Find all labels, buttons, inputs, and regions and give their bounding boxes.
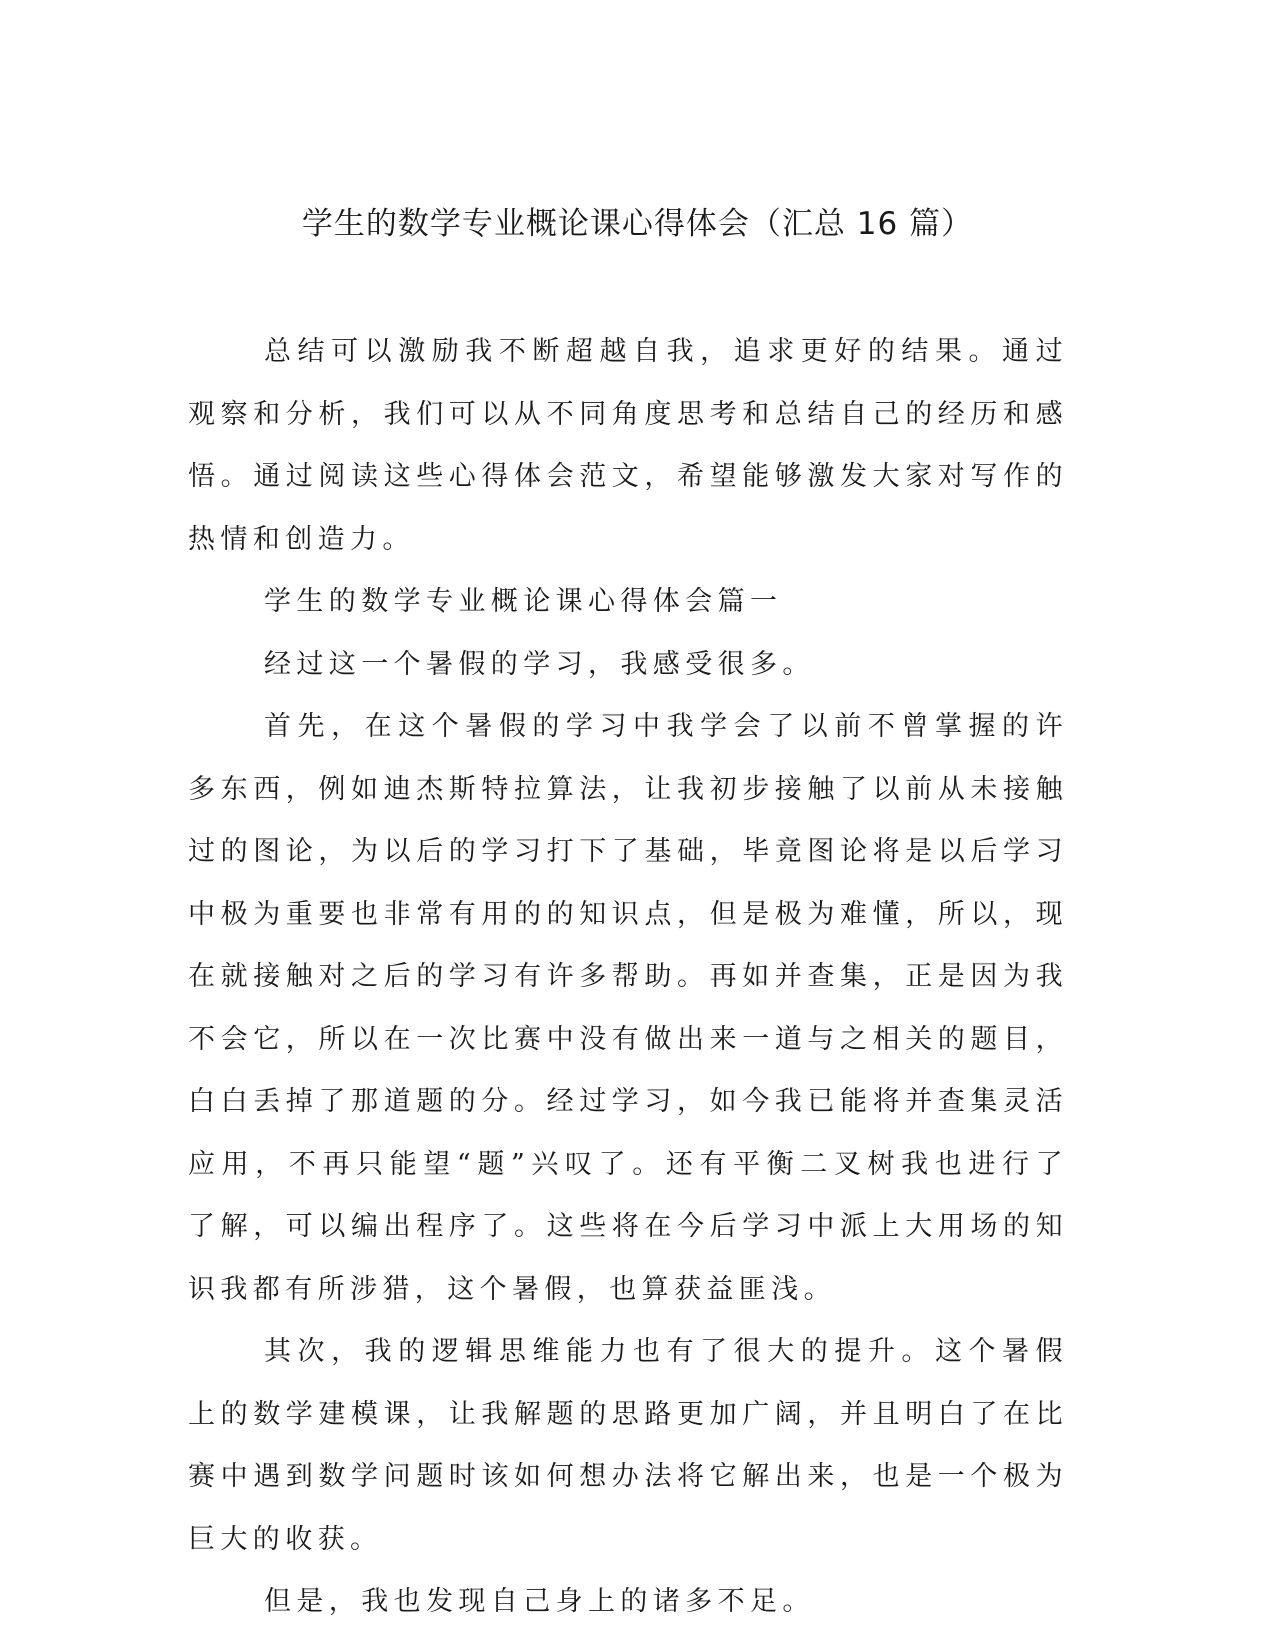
intro-paragraph: 总结可以激励我不断超越自我，追求更好的结果。通过观察和分析，我们可以从不同角度思考和总结自己的经历和感悟。通过阅读这些心得体会范文，希望能够激发大家对写作的热情和创造力。 [188, 336, 1068, 555]
section-heading: 学生的数学专业概论课心得体会篇一 [264, 586, 783, 617]
body-paragraph: 首先，在这个暑假的学习中我学会了以前不曾掌握的许多东西，例如迪杰斯特拉算法，让我初步接触了以前从未接触过的图论，为以后的学习打下了基础，毕竟图论将是以后学习中极为重要也非常有用的的知识点，但是极为难懂，所以，现在就接触对之后的学习有许多帮助。再如并查集，正是因为我不会它，所以在一次比赛中没有做出来一道与之相关的题目，白白丢掉了那道题的分。经过学习，如今我已能将并查集灵活应用，不再只能望“题”兴叹了。还有平衡二叉树我也进行了了解，可以编出程序了。这些将在今后学习中派上大用场的知识我都有所涉猎，这个暑假，也算获益匪浅。 [188, 711, 1068, 1305]
document-title: 学生的数学专业概论课心得体会（汇总 16 篇） [301, 206, 974, 242]
body-paragraph: 但是，我也发现自己身上的诸多不足。 [264, 1586, 815, 1617]
document-body [188, 321, 1068, 1634]
body-paragraph: 其次，我的逻辑思维能力也有了很大的提升。这个暑假上的数学建模课，让我解题的思路更加广阔，并且明白了在比赛中遇到数学问题时该如何想办法将它解出来，也是一个极为巨大的收获。 [188, 1336, 1068, 1555]
body-paragraph: 经过这一个暑假的学习，我感受很多。 [264, 648, 815, 680]
